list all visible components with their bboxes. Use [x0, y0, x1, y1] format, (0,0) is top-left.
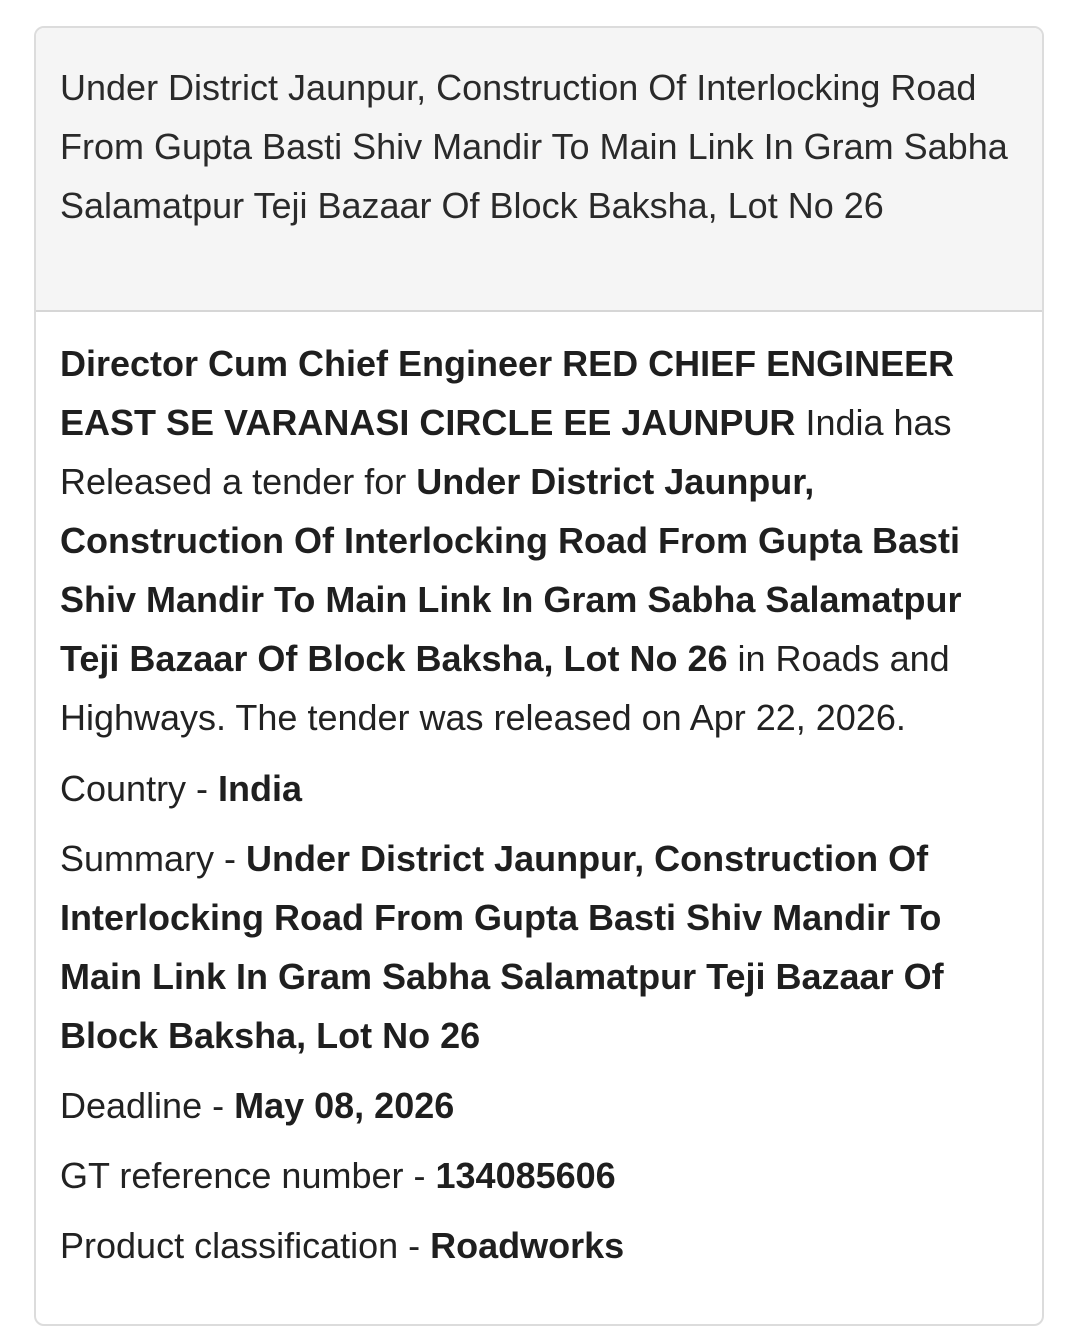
tender-card-body — [36, 312, 1042, 1275]
tender-description — [60, 334, 1018, 747]
country-label: Country - — [60, 768, 219, 809]
classification-label: Product classification - — [60, 1225, 431, 1266]
deadline-value: May 08, 2026 — [234, 1085, 455, 1126]
description-tender-title: Under District Jaunpur, Construction Of Interlocking Road From Gupta Basti Shiv Mandir To Main Link In Gram Sabha Salamatpur Teji Bazaar Of Block Baksha, Lot No 26 — [60, 461, 962, 679]
summary-label: Summary - — [60, 838, 247, 879]
reference-label: GT reference number - — [60, 1155, 436, 1196]
country-value: India — [218, 768, 303, 809]
summary-value: Under District Jaunpur, Construction Of Interlocking Road From Gupta Basti Shiv Mandir To Main Link In Gram Sabha Salamatpur Teji Bazaar Of Block Baksha, Lot No 26 — [60, 838, 944, 1056]
description-text-1: India has Released a tender for — [60, 402, 952, 502]
classification-row — [60, 1216, 1018, 1275]
issuer-name: Director Cum Chief Engineer RED CHIEF ENGINEER EAST SE VARANASI CIRCLE EE JAUNPUR — [60, 343, 955, 443]
tender-card-header — [36, 28, 1042, 312]
tender-title: Under District Jaunpur, Construction Of Interlocking Road From Gupta Basti Shiv Mandir To Main Link In Gram Sabha Salamatpur Teji Bazaar Of Block Baksha, Lot No 26 — [60, 67, 1008, 226]
deadline-label: Deadline - — [60, 1085, 235, 1126]
summary-row — [60, 829, 1018, 1065]
description-text-2: in Roads and Highways. The tender was released on Apr 22, 2026. — [60, 638, 950, 738]
deadline-row — [60, 1076, 1018, 1135]
classification-value: Roadworks — [430, 1225, 625, 1266]
tender-card — [34, 26, 1044, 1326]
country-row — [60, 759, 1018, 818]
reference-row — [60, 1146, 1018, 1205]
reference-value: 134085606 — [435, 1155, 616, 1196]
